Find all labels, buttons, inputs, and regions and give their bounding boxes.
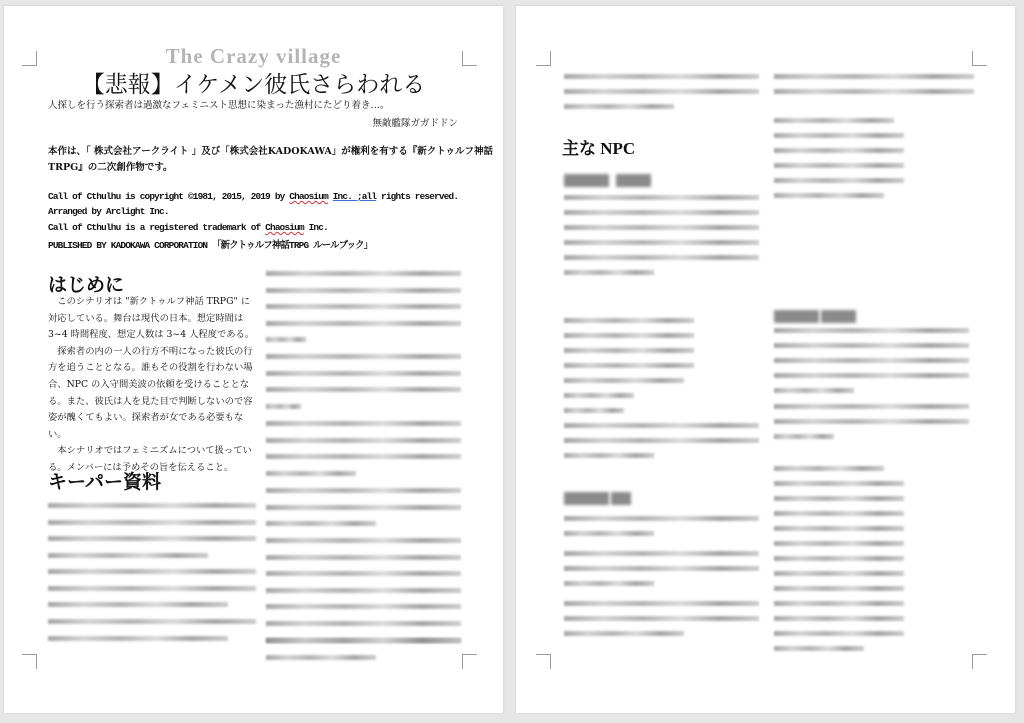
- license-notice-line[interactable]: 本作は、「 株式会社アークライト 」及び「株式会社KADOKAWA」が権利を有する『新クトゥルフ神話: [48, 146, 494, 157]
- blurred-text-line: [48, 602, 228, 607]
- copyright-text: Inc.: [303, 222, 328, 233]
- intro-paragraph: 本シナリオではフェミニズムについて扱っている。メンバーには予めその旨を伝えること。: [48, 445, 252, 473]
- blurred-text-line: [564, 74, 759, 79]
- blurred-text-line: [266, 621, 461, 626]
- blurred-text-line: [266, 488, 461, 493]
- npc-name-blurred: [821, 310, 856, 323]
- blurred-text-line: [266, 304, 461, 309]
- copyright-line[interactable]: [48, 191, 458, 202]
- blurred-text-line: [48, 553, 208, 558]
- english-title[interactable]: The Crazy village: [165, 44, 342, 68]
- blurred-text-line: [564, 240, 759, 245]
- blurred-text-line: [266, 421, 461, 426]
- blurred-text-line: [774, 601, 904, 606]
- npc-name-blurred: [564, 492, 609, 505]
- blurred-text-line: [266, 354, 461, 359]
- blurred-text-line: [564, 551, 759, 556]
- document-page-2[interactable]: [516, 6, 1015, 713]
- blurred-text-line: [266, 288, 461, 293]
- blurred-text-line: [564, 363, 694, 368]
- blurred-text-line: [564, 270, 654, 275]
- blurred-text-line: [774, 526, 904, 531]
- margin-corner-mark: [22, 654, 37, 669]
- blurred-text-line: [564, 210, 759, 215]
- margin-corner-mark: [536, 51, 551, 66]
- blurred-text-line: [774, 89, 974, 94]
- blurred-text-line: [48, 520, 256, 525]
- blurred-text-line: [564, 89, 759, 94]
- blurred-text-line: [774, 631, 904, 636]
- blurred-text-line: [266, 321, 461, 326]
- blurred-text-line: [774, 343, 969, 348]
- blurred-text-line: [774, 404, 969, 409]
- blurred-text-line: [266, 604, 461, 609]
- blurred-text-line: [266, 505, 461, 510]
- npc-heading[interactable]: 主な NPC: [562, 139, 636, 158]
- copyright-line[interactable]: [48, 222, 328, 233]
- blurred-text-line: [266, 521, 376, 526]
- blurred-text-line: [774, 586, 904, 591]
- blurred-text-line: [48, 536, 256, 541]
- blurred-text-line: [266, 454, 461, 459]
- blurred-text-line: [48, 586, 256, 591]
- npc-name-blurred: [564, 174, 609, 187]
- blurred-text-line: [266, 271, 461, 276]
- blurred-text-line: [564, 195, 759, 200]
- blurred-text-line: [564, 601, 759, 606]
- blurred-text-line: [774, 148, 904, 153]
- blurred-text-line: [774, 571, 904, 576]
- blurred-text-line: [564, 255, 759, 260]
- blurred-text-line: [48, 619, 256, 624]
- blurred-text-line: [774, 118, 894, 123]
- margin-corner-mark: [972, 654, 987, 669]
- blurred-text-line: [48, 569, 256, 574]
- margin-corner-mark: [972, 51, 987, 66]
- blurred-text-line: [564, 581, 654, 586]
- blurred-text-line: [564, 378, 684, 383]
- blurred-text-line: [564, 423, 759, 428]
- blurred-text-line: [564, 616, 759, 621]
- blurred-text-line: [266, 638, 461, 643]
- blurred-text-line: [774, 556, 904, 561]
- subtitle[interactable]: 人探しを行う探索者は過激なフェミニスト思想に染まった漁村にたどり着き…。: [48, 100, 390, 111]
- margin-corner-mark: [536, 654, 551, 669]
- blurred-text-line: [564, 318, 694, 323]
- blurred-text-line: [774, 373, 969, 378]
- blurred-text-line: [266, 655, 376, 660]
- copyright-text: rights reserved.: [376, 191, 459, 202]
- blurred-text-line: [774, 496, 904, 501]
- npc-name-blurred: [611, 492, 631, 505]
- npc-name-blurred: [616, 174, 651, 187]
- intro-body[interactable]: [48, 294, 256, 477]
- blurred-text-line: [266, 588, 461, 593]
- blurred-text-line: [48, 636, 228, 641]
- blurred-text-line: [266, 337, 306, 342]
- margin-corner-mark: [462, 654, 477, 669]
- blurred-text-line: [774, 511, 904, 516]
- blurred-text-line: [564, 333, 694, 338]
- spellcheck-word[interactable]: Chaosium: [289, 191, 328, 202]
- intro-paragraph: 探索者の内の一人の行方不明になった彼氏の行方を追うこととなる。誰もその役割を行わない場合、NPC の入守間美波の依頼を受けることとなる。また、彼氏は人を見た目で判断しないので容姿が醜くてもよい。探索者が女である必要もない。: [48, 345, 253, 440]
- blurred-text-line: [774, 163, 904, 168]
- document-page-1[interactable]: [4, 6, 503, 713]
- blurred-text-line: [266, 404, 301, 409]
- intro-paragraph: このシナリオは "新クトゥルフ神話 TRPG" に対応している。舞台は現代の日本。想定時間は 3~4 時間程度、想定人数は 3~4 人程度である。: [48, 296, 255, 341]
- blurred-text-line: [564, 453, 654, 458]
- copyright-text: Call of Cthulhu is copyright ©1981, 2015, 2019 by: [48, 191, 290, 202]
- copyright-line[interactable]: Arranged by Arclight Inc.: [48, 206, 169, 217]
- copyright-text: Call of Cthulhu is a registered trademark of: [48, 222, 266, 233]
- blurred-text-line: [564, 348, 694, 353]
- blurred-text-line: [774, 388, 854, 393]
- blurred-text-line: [266, 555, 461, 560]
- blurred-text-line: [774, 74, 974, 79]
- blurred-text-line: [774, 328, 969, 333]
- blurred-text-line: [564, 393, 634, 398]
- npc-name-blurred: [774, 310, 819, 323]
- blurred-text-line: [564, 408, 624, 413]
- blurred-text-line: [774, 646, 864, 651]
- blurred-text-line: [266, 371, 461, 376]
- blurred-text-line: [774, 616, 904, 621]
- blurred-text-line: [564, 566, 759, 571]
- blurred-text-line: [774, 434, 834, 439]
- blurred-text-line: [564, 104, 674, 109]
- blurred-text-line: [774, 193, 884, 198]
- blurred-text-line: [774, 481, 904, 486]
- author-name[interactable]: 無敵艦隊ガガドドン: [372, 118, 458, 129]
- blurred-text-line: [774, 419, 969, 424]
- blurred-text-line: [774, 178, 904, 183]
- document-title[interactable]: 【悲報】イケメン彼氏さらわれる: [81, 72, 426, 98]
- blurred-text-line: [564, 516, 759, 521]
- blurred-text-line: [266, 438, 461, 443]
- blurred-text-line: [774, 541, 904, 546]
- blurred-text-line: [564, 631, 684, 636]
- keeper-heading[interactable]: キーパー資料: [48, 472, 162, 493]
- intro-heading[interactable]: はじめに: [48, 275, 125, 296]
- blurred-text-line: [564, 531, 654, 536]
- blurred-text-line: [774, 466, 884, 471]
- blurred-text-line: [266, 387, 461, 392]
- license-notice-line[interactable]: TRPG』の二次創作物です。: [48, 162, 173, 173]
- blurred-text-line: [266, 538, 461, 543]
- blurred-text-line: [266, 471, 356, 476]
- blurred-text-line: [774, 133, 904, 138]
- grammar-flag-word[interactable]: Inc. ;all: [332, 191, 377, 202]
- blurred-text-line: [564, 225, 759, 230]
- spellcheck-word[interactable]: Chaosium: [265, 222, 304, 233]
- blurred-text-line: [774, 358, 969, 363]
- blurred-text-line: [266, 571, 461, 576]
- copyright-line[interactable]: PUBLISHED BY KADOKAWA CORPORATION 「新クトゥルフ神話TRPG ルールブック」: [48, 240, 373, 251]
- blurred-text-line: [48, 503, 256, 508]
- blurred-text-line: [564, 438, 759, 443]
